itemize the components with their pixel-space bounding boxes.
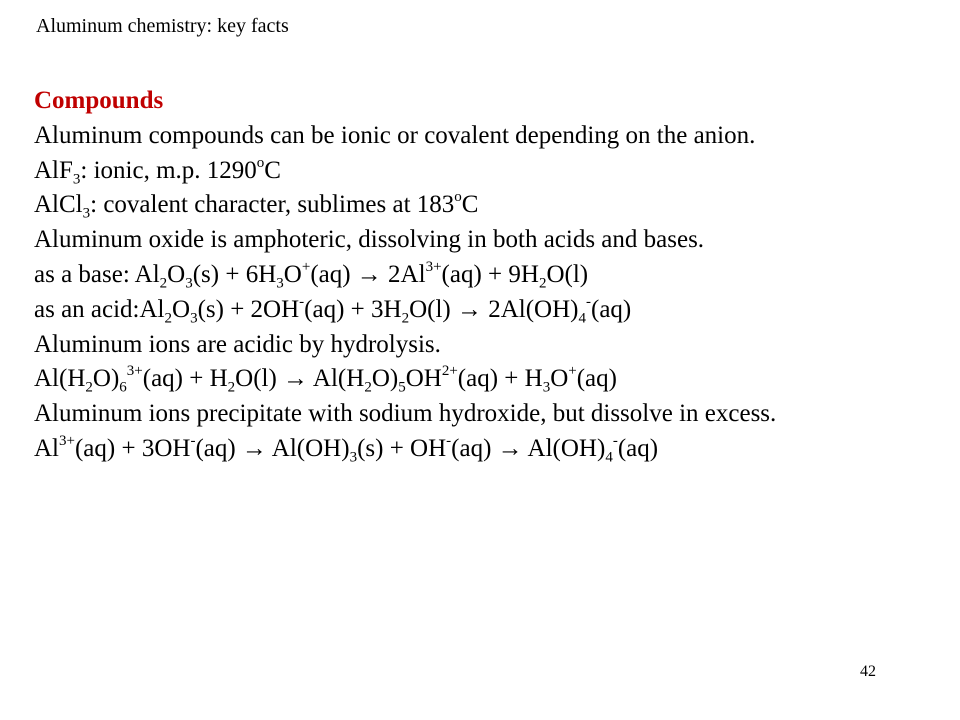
page-number: 42 [860,663,876,680]
precipitate-equation: $Al^{3+}(aq) + 3OH^-(aq) \to Al(OH)_3(s) + OH^-(aq) \to Al(OH)_4^-(aq)$ [34,432,659,466]
hydrolysis-text: Aluminum ions are acidic by hydrolysis. [34,330,441,358]
hydrolysis-equation: $Al(H_2O)_6^{3+}(aq) + H_2O(l) \to Al(H_2O)_5OH^{2+}(aq) + H_3O^+(aq)$ [34,363,617,396]
alcl3-fact: AlCl$_3$: covalent character, sublimes at 183$^o$C [34,189,479,222]
base-equation: as a base: $Al_2O_3(s) + 6H_3O^+(aq) \to 2Al^{3+}(aq) + 9H_2O(l)$ [34,258,589,292]
acid-equation: as an $acid:Al_2O_3(s) + 2OH^-(aq) + 3H_2O(l) \to 2Al(OH)_4^-(aq)$ [34,293,632,327]
intro-text: Aluminum compounds can be ionic or covalent depending on the anion. [34,121,756,149]
slide-header: Aluminum chemistry: key facts [36,15,289,37]
slide-content [34,84,934,467]
oxide-text: Aluminum oxide is amphoteric, dissolving in both acids and bases. [34,226,705,254]
alf3-fact: AlF$_3$: ionic, m.p. 1290$^o$C [34,154,281,187]
precipitate-text: Aluminum ions precipitate with sodium hydroxide, but dissolve in excess. [34,400,777,428]
section-heading: Compounds [34,87,164,114]
